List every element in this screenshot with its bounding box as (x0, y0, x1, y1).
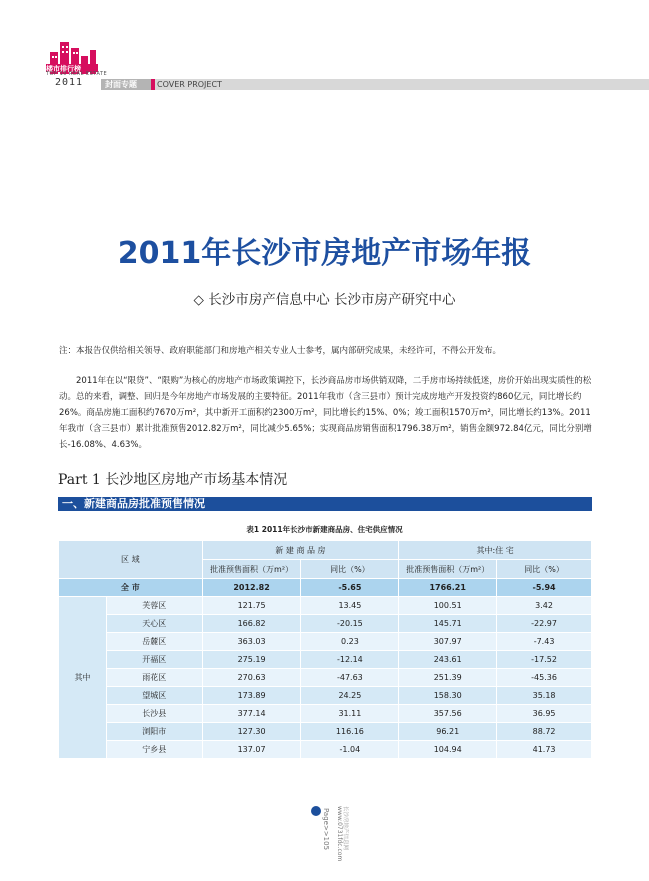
cell-region: 开福区 (106, 651, 202, 669)
header-area: 批准预售面积（万m²） (399, 560, 497, 579)
cell-value: 158.30 (399, 687, 497, 705)
cell-value: 2012.82 (202, 579, 301, 597)
header-group-commercial: 新 建 商 品 房 (202, 541, 399, 560)
page-subtitle: ◇ 长沙市房产信息中心 长沙市房产研究中心 (193, 292, 456, 308)
cell-value: 243.61 (399, 651, 497, 669)
cell-value: 24.25 (301, 687, 399, 705)
header-section-english: COVER PROJECT (157, 80, 222, 89)
cell-value: 104.94 (399, 741, 497, 759)
cell-value: -5.94 (497, 579, 592, 597)
cell-value: 1766.21 (399, 579, 497, 597)
cell-value: -17.52 (497, 651, 592, 669)
cell-value: 363.03 (202, 633, 301, 651)
footer-circle-icon (311, 806, 321, 816)
cell-value: 35.18 (497, 687, 592, 705)
cell-value: 307.97 (399, 633, 497, 651)
cell-region: 芙蓉区 (106, 597, 202, 615)
cell-region: 望城区 (106, 687, 202, 705)
cell-value: 100.51 (399, 597, 497, 615)
cell-value: -5.65 (301, 579, 399, 597)
supply-table (58, 540, 592, 759)
cell-region: 全 市 (59, 579, 203, 597)
cell-value: 121.75 (202, 597, 301, 615)
cell-region: 长沙县 (106, 705, 202, 723)
cell-value: 3.42 (497, 597, 592, 615)
table-row (59, 651, 592, 669)
header-yoy: 同比（%） (301, 560, 399, 579)
cell-region: 浏阳市 (106, 723, 202, 741)
table-row (59, 615, 592, 633)
cell-value: 36.95 (497, 705, 592, 723)
cell-region: 雨花区 (106, 669, 202, 687)
intro-paragraph (59, 373, 599, 453)
cell-value: 357.56 (399, 705, 497, 723)
table-row (59, 741, 592, 759)
cell-region: 岳麓区 (106, 633, 202, 651)
cell-value: 137.07 (202, 741, 301, 759)
table-row (59, 597, 592, 615)
cell-value: -22.97 (497, 615, 592, 633)
table-row-total (59, 579, 592, 597)
cell-value: -1.04 (301, 741, 399, 759)
cell-value: 270.63 (202, 669, 301, 687)
logo-year: 2011 (55, 77, 84, 88)
intro-text: 2011年在以“限贷”、“限购”为核心的房地产市场政策调控下，长沙商品房市场供销双降，二手房市场持续低迷，房价开始出现实质性的松动。总的来看，调整、回归是今年房地产市场发展的主要特征。2011年我市（含三县市）预计完成房地产开发投资约860亿元，同比增长约26%。商品房施工面积约7670万m²，其中新开工面积约2300万m²，同比增长约15%、0%；竣工面积1570万m²，同比增长约13%。2011年我市（含三县市）累计批准预售2012.82万m²，同比减少5.65%；实现商品房销售面积1796.38万m²，销售金额972.84亿元，同比分别增长-16.08%、4.63%。 (59, 376, 592, 450)
logo-subtitle: TOP 10 REAL ESTATE (46, 71, 108, 77)
cell-value: -7.43 (497, 633, 592, 651)
cell-value: 377.14 (202, 705, 301, 723)
cell-value: 173.89 (202, 687, 301, 705)
header-area: 批准预售面积（万m²） (202, 560, 301, 579)
header-accent-mark (151, 79, 155, 90)
cell-region: 宁乡县 (106, 741, 202, 759)
cell-qizhong: 其中 (59, 597, 107, 759)
cell-value: 31.11 (301, 705, 399, 723)
cell-value: 41.73 (497, 741, 592, 759)
cell-value: 275.19 (202, 651, 301, 669)
cell-value: 88.72 (497, 723, 592, 741)
table-row (59, 705, 592, 723)
part-heading: Part 1 长沙地区房地产市场基本情况 (58, 472, 288, 488)
cell-value: 0.23 (301, 633, 399, 651)
disclaimer-note: 注：本报告仅供给相关领导、政府职能部门和房地产相关专业人士参考，属内部研究成果，未经许可，不得公开发布。 (59, 346, 502, 356)
cell-value: 96.21 (399, 723, 497, 741)
table-row (59, 633, 592, 651)
cell-value: -45.36 (497, 669, 592, 687)
header-yoy: 同比（%） (497, 560, 592, 579)
cell-value: 127.30 (202, 723, 301, 741)
cell-value: 13.45 (301, 597, 399, 615)
cell-region: 天心区 (106, 615, 202, 633)
table-caption: 表1 2011年长沙市新建商品房、住宅供应情况 (246, 525, 403, 534)
cell-value: -20.15 (301, 615, 399, 633)
section-heading: 一、新建商品房批准预售情况 (62, 497, 205, 510)
table-row (59, 669, 592, 687)
table-row (59, 687, 592, 705)
header-region: 区 域 (59, 541, 203, 579)
logo-text: 楼市排行榜 (46, 65, 81, 73)
page-title: 2011年长沙市房地产市场年报 (117, 236, 532, 271)
cell-value: 251.39 (399, 669, 497, 687)
cell-value: 166.82 (202, 615, 301, 633)
table-row (59, 723, 592, 741)
cell-value: -12.14 (301, 651, 399, 669)
cell-value: 116.16 (301, 723, 399, 741)
header-group-residential: 其中:住 宅 (399, 541, 592, 560)
cell-value: -47.63 (301, 669, 399, 687)
page-number: Page>>105 (322, 808, 330, 851)
cell-value: 145.71 (399, 615, 497, 633)
header-section-label: 封面专题 (105, 80, 137, 89)
footer-website: www.0731fdc.com (336, 806, 343, 862)
footer-website-name: 长沙房地产信息网 (342, 806, 348, 851)
